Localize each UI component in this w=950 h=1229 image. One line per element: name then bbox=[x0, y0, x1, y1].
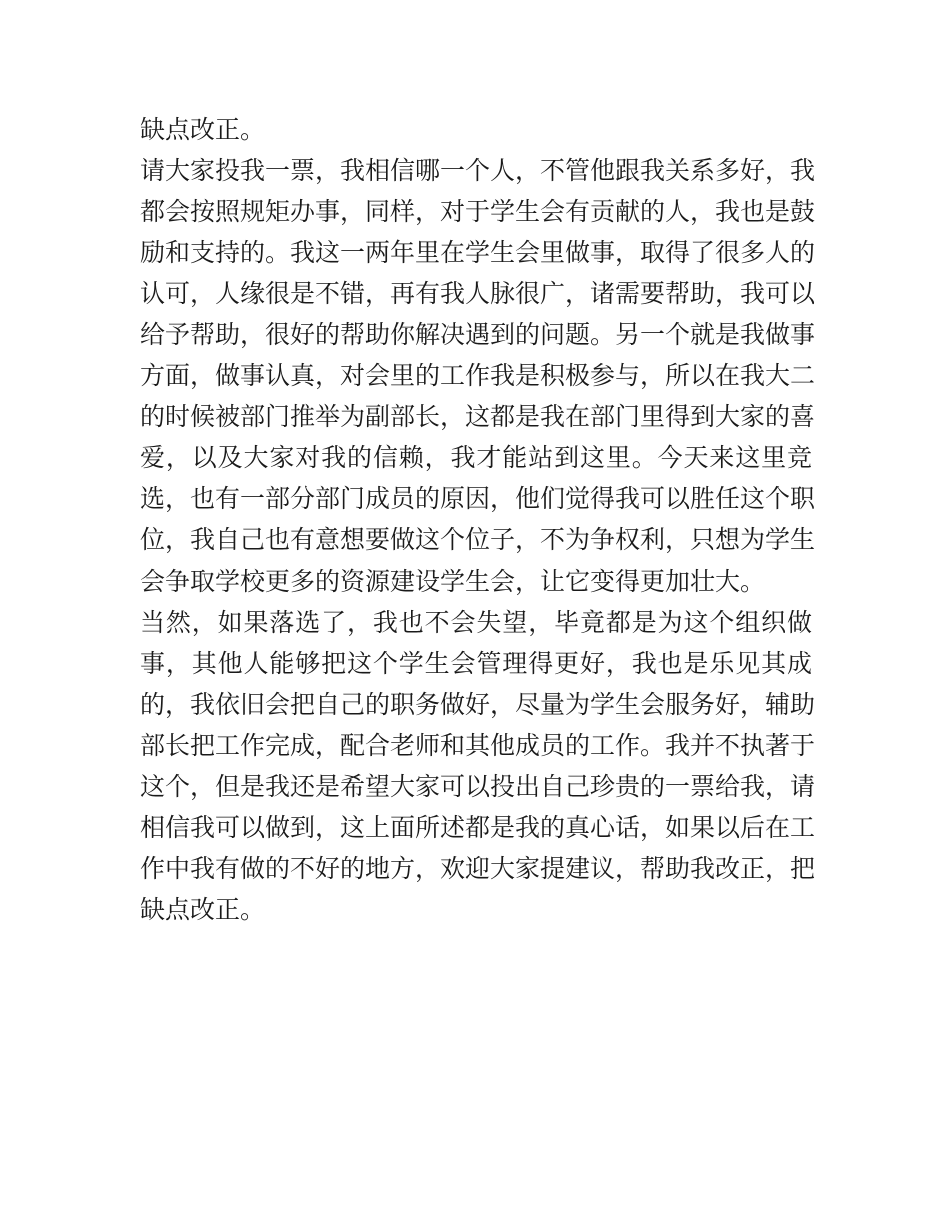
text-line: 相信我可以做到，这上面所述都是我的真心话，如果以后在工 bbox=[140, 812, 816, 842]
text-line: 作中我有做的不好的地方，欢迎大家提建议，帮助我改正，把 bbox=[140, 853, 816, 883]
text-line: 爱，以及大家对我的信赖，我才能站到这里。今天来这里竞 bbox=[140, 443, 812, 473]
text-line: 选，也有一部分部门成员的原因，他们觉得我可以胜任这个职 bbox=[140, 484, 816, 514]
text-line: 缺点改正。 bbox=[140, 115, 266, 144]
text-line: 缺点改正。 bbox=[140, 894, 266, 924]
text-line: 给予帮助，很好的帮助你解决遇到的问题。另一个就是我做事 bbox=[140, 320, 816, 350]
text-line: 位，我自己也有意想要做这个位子，不为争权利，只想为学生 bbox=[140, 525, 816, 555]
text-line: 事，其他人能够把这个学生会管理得更好，我也是乐见其成 bbox=[140, 648, 812, 678]
text-line: 励和支持的。我这一两年里在学生会里做事，取得了很多人的 bbox=[140, 238, 816, 268]
text-line: 请大家投我一票，我相信哪一个人，不管他跟我关系多好，我 bbox=[140, 156, 816, 186]
text-line: 方面，做事认真，对会里的工作我是积极参与，所以在我大二 bbox=[140, 361, 816, 391]
text-line: 部长把工作完成，配合老师和其他成员的工作。我并不执著于 bbox=[140, 730, 816, 760]
text-line: 认可，人缘很是不错，再有我人脉很广，诸需要帮助，我可以 bbox=[140, 279, 816, 309]
text-line: 都会按照规矩办事，同样，对于学生会有贡献的人，我也是鼓 bbox=[140, 197, 816, 227]
text-line: 的时候被部门推举为副部长，这都是我在部门里得到大家的喜 bbox=[140, 402, 816, 432]
document-body bbox=[140, 110, 816, 931]
text-line: 这个，但是我还是希望大家可以投出自己珍贵的一票给我，请 bbox=[140, 771, 816, 801]
text-line: 的，我依旧会把自己的职务做好，尽量为学生会服务好，辅助 bbox=[140, 689, 816, 719]
text-line: 当然，如果落选了，我也不会失望，毕竟都是为这个组织做 bbox=[140, 607, 812, 637]
text-line: 会争取学校更多的资源建设学生会，让它变得更加壮大。 bbox=[140, 566, 766, 596]
